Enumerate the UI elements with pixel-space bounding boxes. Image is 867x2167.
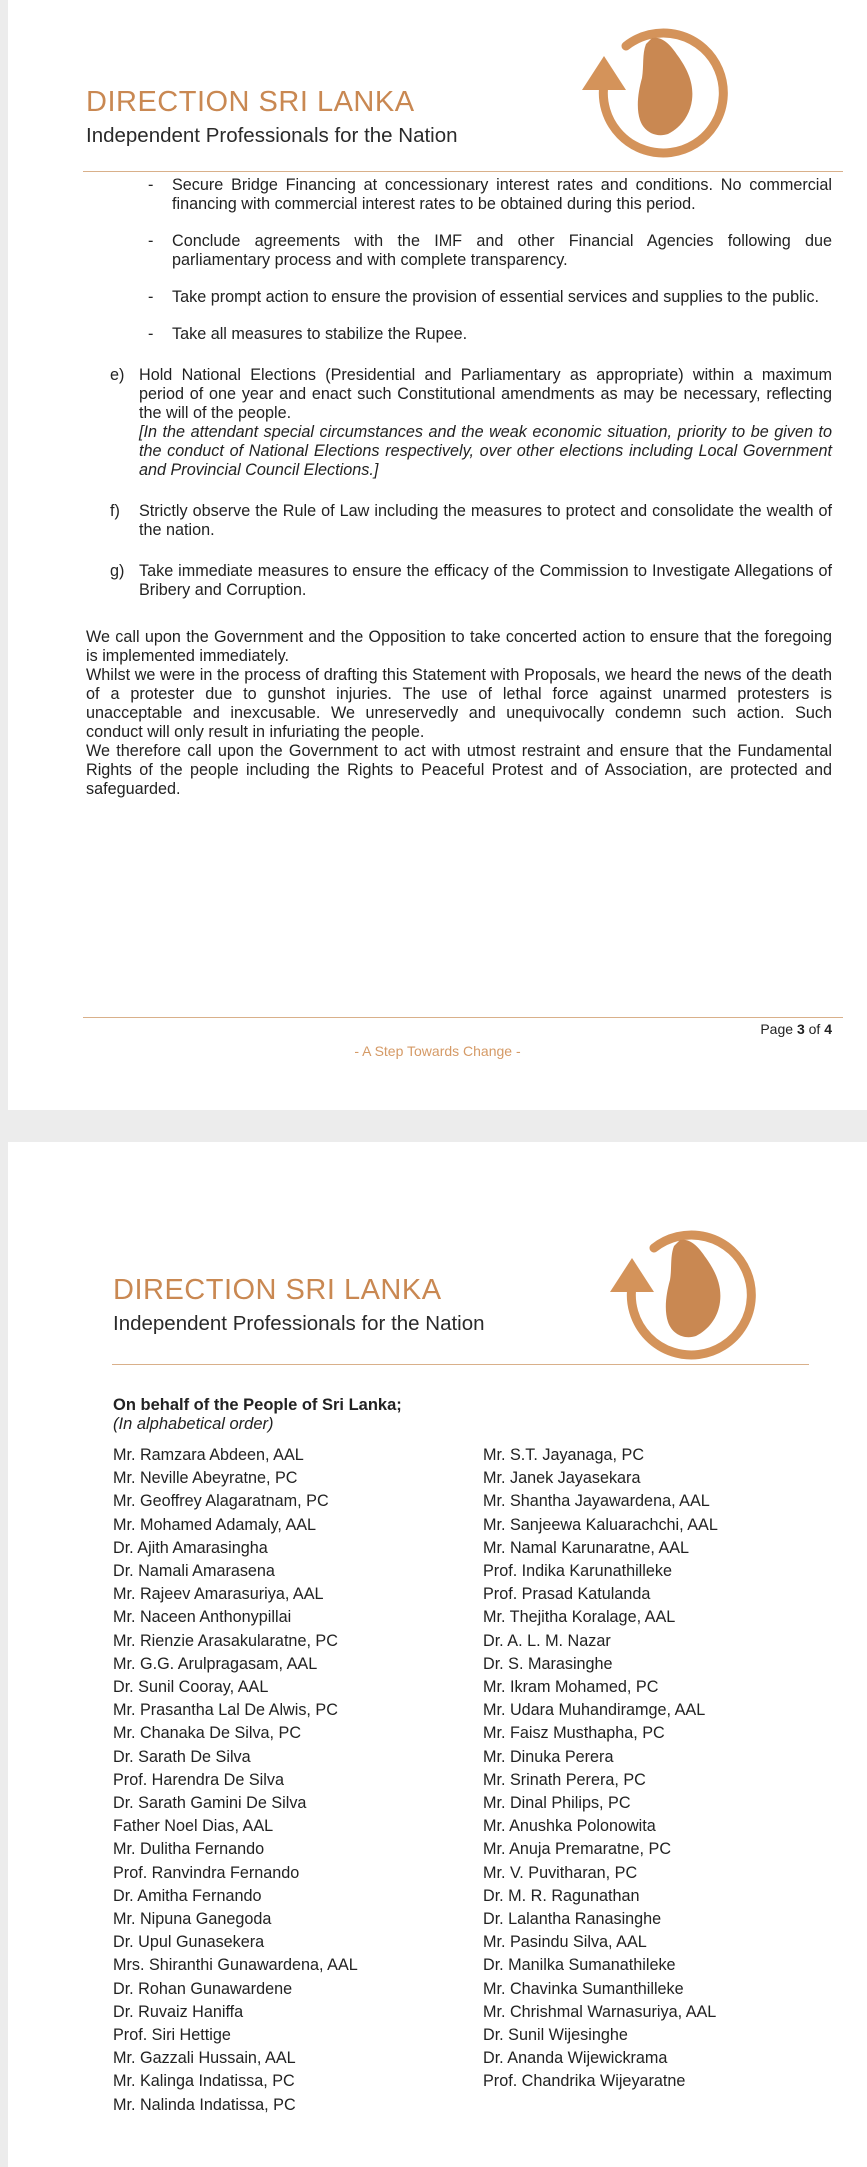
signer-name: Mr. Kalinga Indatissa, PC: [113, 2072, 295, 2091]
signer-name: Prof. Prasad Katulanda: [483, 1585, 651, 1604]
body-paragraph: Whilst we were in the process of drafting this Statement with Proposals, we heard the news of the death of a protester due to gunshot injuries. The use of lethal force against unarmed protesters is unacceptable and inexcusable. We unreservedly and unequivocally condemn such action. Such conduct will only result in infuriating the people.: [86, 666, 832, 741]
signer-name: Mr. Dulitha Fernando: [113, 1840, 265, 1859]
body-paragraph: We call upon the Government and the Opposition to take concerted action to ensure that the foregoing is implemented immediately.: [86, 628, 832, 665]
document-page-3: [8, 0, 867, 1110]
proposal-item-f: f) Strictly observe the Rule of Law including the measures to protect and consolidate the wealth of the nation.: [110, 502, 832, 539]
signer-name: Mr. Prasantha Lal De Alwis, PC: [113, 1701, 338, 1720]
signer-name: Dr. Manilka Sumanathileke: [483, 1956, 676, 1975]
sri-lanka-arrow-logo-icon: [598, 1228, 762, 1366]
signer-name: Mr. Anuja Premaratne, PC: [483, 1840, 672, 1859]
signer-name: Mr. Neville Abeyratne, PC: [113, 1469, 298, 1488]
footer-tagline: - A Step Towards Change -: [354, 1043, 521, 1059]
signer-name: Mr. Anushka Polonowita: [483, 1817, 656, 1836]
signer-name: Mr. Naceen Anthonypillai: [113, 1608, 292, 1627]
signers-heading: On behalf of the People of Sri Lanka; (In alphabetical order): [113, 1396, 402, 1433]
signer-name: Mr. Nipuna Ganegoda: [113, 1910, 272, 1929]
signer-name: Mr. Ikram Mohamed, PC: [483, 1678, 659, 1697]
signer-name: Prof. Indika Karunathilleke: [483, 1562, 672, 1581]
signer-name: Dr. Namali Amarasena: [113, 1562, 275, 1581]
signer-name: Mr. Janek Jayasekara: [483, 1469, 641, 1488]
signer-name: Mr. Nalinda Indatissa, PC: [113, 2095, 296, 2114]
page-number: Page 3 of 4: [760, 1021, 832, 1037]
signer-name: Mr. Shantha Jayawardena, AAL: [483, 1492, 710, 1511]
signer-name: Dr. Ruvaiz Haniffa: [113, 2002, 244, 2021]
signer-name: Mr. Dinuka Perera: [483, 1747, 614, 1766]
signer-name: Prof. Chandrika Wijeyaratne: [483, 2072, 686, 2091]
signer-name: Dr. Lalantha Ranasinghe: [483, 1910, 662, 1929]
signer-name: Dr. M. R. Ragunathan: [483, 1886, 640, 1905]
signers-list-right: [483, 1444, 718, 2094]
elections-note: [In the attendant special circumstances and the weak economic situation, priority to be given to the conduct of National Elections respectively, over other elections including Local Government and Provincial Council Elections.]: [139, 423, 832, 479]
signer-name: Mr. Geoffrey Alagaratnam, PC: [113, 1492, 329, 1511]
signer-name: Dr. S. Marasinghe: [483, 1654, 613, 1673]
sri-lanka-arrow-logo-icon: [570, 26, 734, 164]
brand-subtitle: Independent Professionals for the Nation: [86, 124, 458, 147]
header-divider: [112, 1364, 809, 1365]
signer-name: Dr. Ananda Wijewickrama: [483, 2049, 668, 2068]
signer-name: Mr. Dinal Philips, PC: [483, 1794, 631, 1813]
proposal-item-e: e) Hold National Elections (Presidential and Parliamentary as appropriate) within a maximum period of one year and enact such Constitutional amendments as may be necessary, reflecting the will of the people. [In the attendant special circumstances and the weak economic situation, priority to be given to the conduct of National Elections respectively, over other elections including Local Government and Provincial Council Elections.]: [110, 366, 832, 479]
signer-name: Mr. Mohamed Adamaly, AAL: [113, 1515, 317, 1534]
signer-name: Prof. Harendra De Silva: [113, 1770, 284, 1789]
signer-name: Mr. Rienzie Arasakularatne, PC: [113, 1631, 338, 1650]
signer-name: Mr. Namal Karunaratne, AAL: [483, 1538, 690, 1557]
signer-name: Mr. Chanaka De Silva, PC: [113, 1724, 302, 1743]
signer-name: Dr. A. L. M. Nazar: [483, 1631, 611, 1650]
signer-name: Father Noel Dias, AAL: [113, 1817, 274, 1836]
signer-name: Mr. S.T. Jayanaga, PC: [483, 1446, 645, 1464]
footer-divider: [83, 1017, 843, 1018]
signer-name: Mr. Udara Muhandiramge, AAL: [483, 1701, 706, 1720]
signer-name: Mr. Srinath Perera, PC: [483, 1770, 646, 1789]
signer-name: Prof. Siri Hettige: [113, 2026, 231, 2045]
signer-name: Mrs. Shiranthi Gunawardena, AAL: [113, 1956, 358, 1975]
signer-name: Mr. Gazzali Hussain, AAL: [113, 2049, 296, 2068]
signer-name: Dr. Rohan Gunawardene: [113, 1979, 293, 1998]
brand-title: DIRECTION SRI LANKA: [113, 1274, 442, 1306]
body-paragraph: We therefore call upon the Government to act with utmost restraint and ensure that the Fundamental Rights of the people including the Rights to Peaceful Protest and of Association, are protected and safeguarded.: [86, 742, 832, 798]
brand-subtitle: Independent Professionals for the Nation: [113, 1312, 485, 1335]
page3-body: [86, 176, 832, 799]
proposal-bullet: - Conclude agreements with the IMF and other Financial Agencies following due parliamentary process and with complete transparency.: [148, 232, 832, 269]
signer-name: Mr. V. Puvitharan, PC: [483, 1863, 638, 1882]
proposal-item-g: g) Take immediate measures to ensure the efficacy of the Commission to Investigate Allegations of Bribery and Corruption.: [110, 562, 832, 599]
signer-name: Mr. Rajeev Amarasuriya, AAL: [113, 1585, 324, 1604]
signer-name: Dr. Sarath De Silva: [113, 1747, 251, 1766]
signer-name: Dr. Sunil Cooray, AAL: [113, 1678, 269, 1697]
brand-title: DIRECTION SRI LANKA: [86, 86, 415, 118]
proposal-bullet: - Secure Bridge Financing at concessionary interest rates and conditions. No commercial financing with commercial interest rates to be obtained during this period.: [148, 176, 832, 213]
proposal-bullet: - Take all measures to stabilize the Rupee.: [148, 325, 468, 343]
signer-name: Mr. Faisz Musthapha, PC: [483, 1724, 665, 1743]
header-divider: [83, 171, 843, 172]
signer-name: Mr. Sanjeewa Kaluarachchi, AAL: [483, 1515, 718, 1534]
signer-name: Dr. Amitha Fernando: [113, 1886, 262, 1905]
signer-name: Mr. Chrishmal Warnasuriya, AAL: [483, 2002, 717, 2021]
document-page-4: [8, 1142, 867, 2167]
signer-name: Mr. Thejitha Koralage, AAL: [483, 1608, 676, 1627]
signer-name: Mr. G.G. Arulpragasam, AAL: [113, 1654, 318, 1673]
signer-name: Dr. Sarath Gamini De Silva: [113, 1794, 307, 1813]
signer-name: Dr. Upul Gunasekera: [113, 1933, 265, 1952]
signer-name: Dr. Ajith Amarasingha: [113, 1538, 268, 1557]
signer-name: Prof. Ranvindra Fernando: [113, 1863, 300, 1882]
signer-name: Mr. Chavinka Sumanthilleke: [483, 1979, 684, 1998]
proposal-bullet: - Take prompt action to ensure the provision of essential services and supplies to the public.: [148, 288, 819, 306]
signers-list-left: [113, 1444, 358, 2117]
signer-name: Mr. Pasindu Silva, AAL: [483, 1933, 647, 1952]
signer-name: Dr. Sunil Wijesinghe: [483, 2026, 628, 2045]
signer-name: Mr. Ramzara Abdeen, AAL: [113, 1446, 304, 1464]
